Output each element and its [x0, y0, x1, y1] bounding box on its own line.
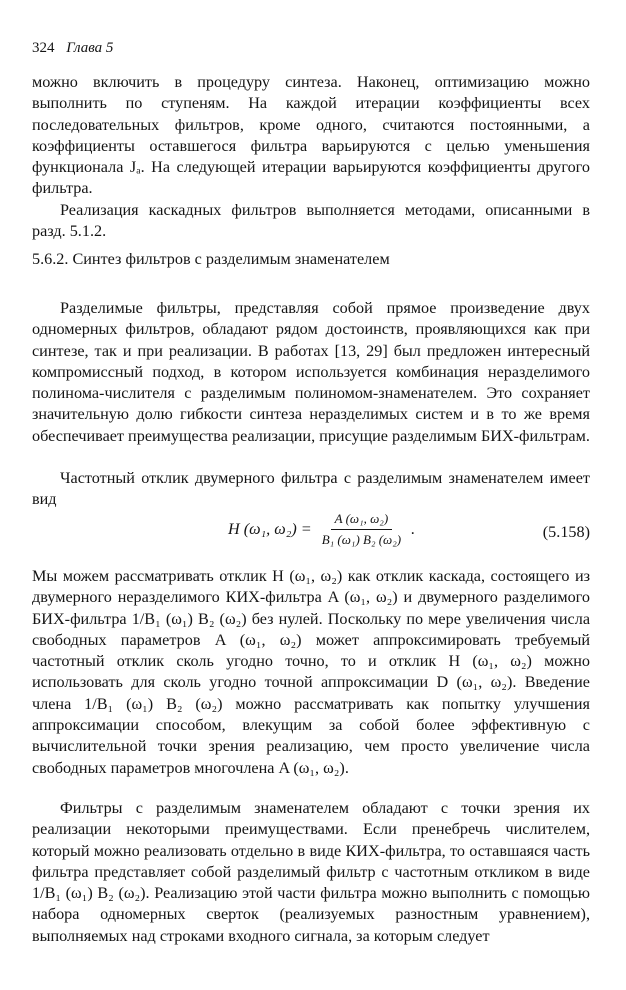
- equation-period: .: [411, 520, 416, 538]
- equation-number: (5.158): [542, 523, 590, 541]
- equation-fraction: [318, 511, 405, 548]
- paragraph-3: Разделимые фильтры, представляя собой прямое произведение двух одномерных фильтров, обладают рядом достоинств, проявляющихся как при синтезе, так и при реализации. В работах [13, 29] был предложен интересный компромиссный подход, в котором используется комбинация неразделимого полинома-числителя с разделимым полиномом-знаменателем. Это сохраняет значительную долю гибкости синтеза неразделимых систем и в то же время обеспечивает преимущества реализации, присущие разделимым БИХ-фильтрам.: [32, 299, 590, 445]
- chapter-title: Глава 5: [66, 40, 114, 56]
- equation-denominator: B₁ (ω₁) B₂ (ω₂): [321, 532, 402, 547]
- paragraph-1: можно включить в процедуру синтеза. Наконец, оптимизацию можно выполнить по ступеням. На каждой итерации коэффициенты всех последовательных фильтров, кроме одного, считаются постоянными, а коэффициенты оставшегося фильтра варьируются с целью уменьшения функционала Jₐ. На следующей итерации варьируются коэффициенты другого фильтра.: [32, 73, 590, 198]
- equation-5-158: [32, 511, 590, 555]
- page-number: 324: [32, 40, 55, 56]
- paragraph-5: Мы можем рассматривать отклик H (ω₁, ω₂) как отклик каскада, состоящего из двумерного неразделимого КИХ-фильтра A (ω₁, ω₂) и двумерного разделимого БИХ-фильтра 1/B₁ (ω₁) B₂ (ω₂) без нулей. Поскольку по мере увеличения числа свободных параметров A (ω₁, ω₂) может аппроксимировать требуемый частотный отклик сколь угодно точно, то и отклик H (ω₁, ω₂) можно использовать для сколь угодно точной аппроксимации D (ω₁, ω₂). Введение члена 1/B₁ (ω₁) B₂ (ω₂) можно рассматривать как попытку улучшения аппроксимации способом, влекущим за собой более эффективную с вычислительной точки зрения реализацию, чем просто увеличение числа свободных параметров многочлена A (ω₁, ω₂).: [32, 567, 590, 777]
- section-heading: 5.6.2. Синтез фильтров с разделимым знаменателем: [32, 250, 390, 268]
- running-header: [32, 40, 113, 57]
- paragraph-6: Фильтры с разделимым знаменателем обладают с точки зрения их реализации некоторыми преимуществами. Если пренебречь числителем, который можно реализовать отдельно в виде КИХ-фильтра, то оставшаяся часть фильтра представляет собой разделимый фильтр с частотным откликом в виде 1/B₁ (ω₁) B₂ (ω₂). Реализацию этой части фильтра можно выполнить с помощью набора одномерных сверток (реализуемых разностным уравнением), выполняемых над строками входного сигнала, за которым следует: [32, 799, 590, 945]
- paragraph-4: Частотный отклик двумерного фильтра с разделимым знаменателем имеет вид: [32, 469, 590, 509]
- paragraph-2: Реализация каскадных фильтров выполняется методами, описанными в разд. 5.1.2.: [32, 201, 590, 241]
- equation-numerator: A (ω₁, ω₂): [331, 511, 393, 530]
- equation-lhs: H (ω₁, ω₂) =: [228, 520, 312, 538]
- equation-body: [228, 511, 415, 548]
